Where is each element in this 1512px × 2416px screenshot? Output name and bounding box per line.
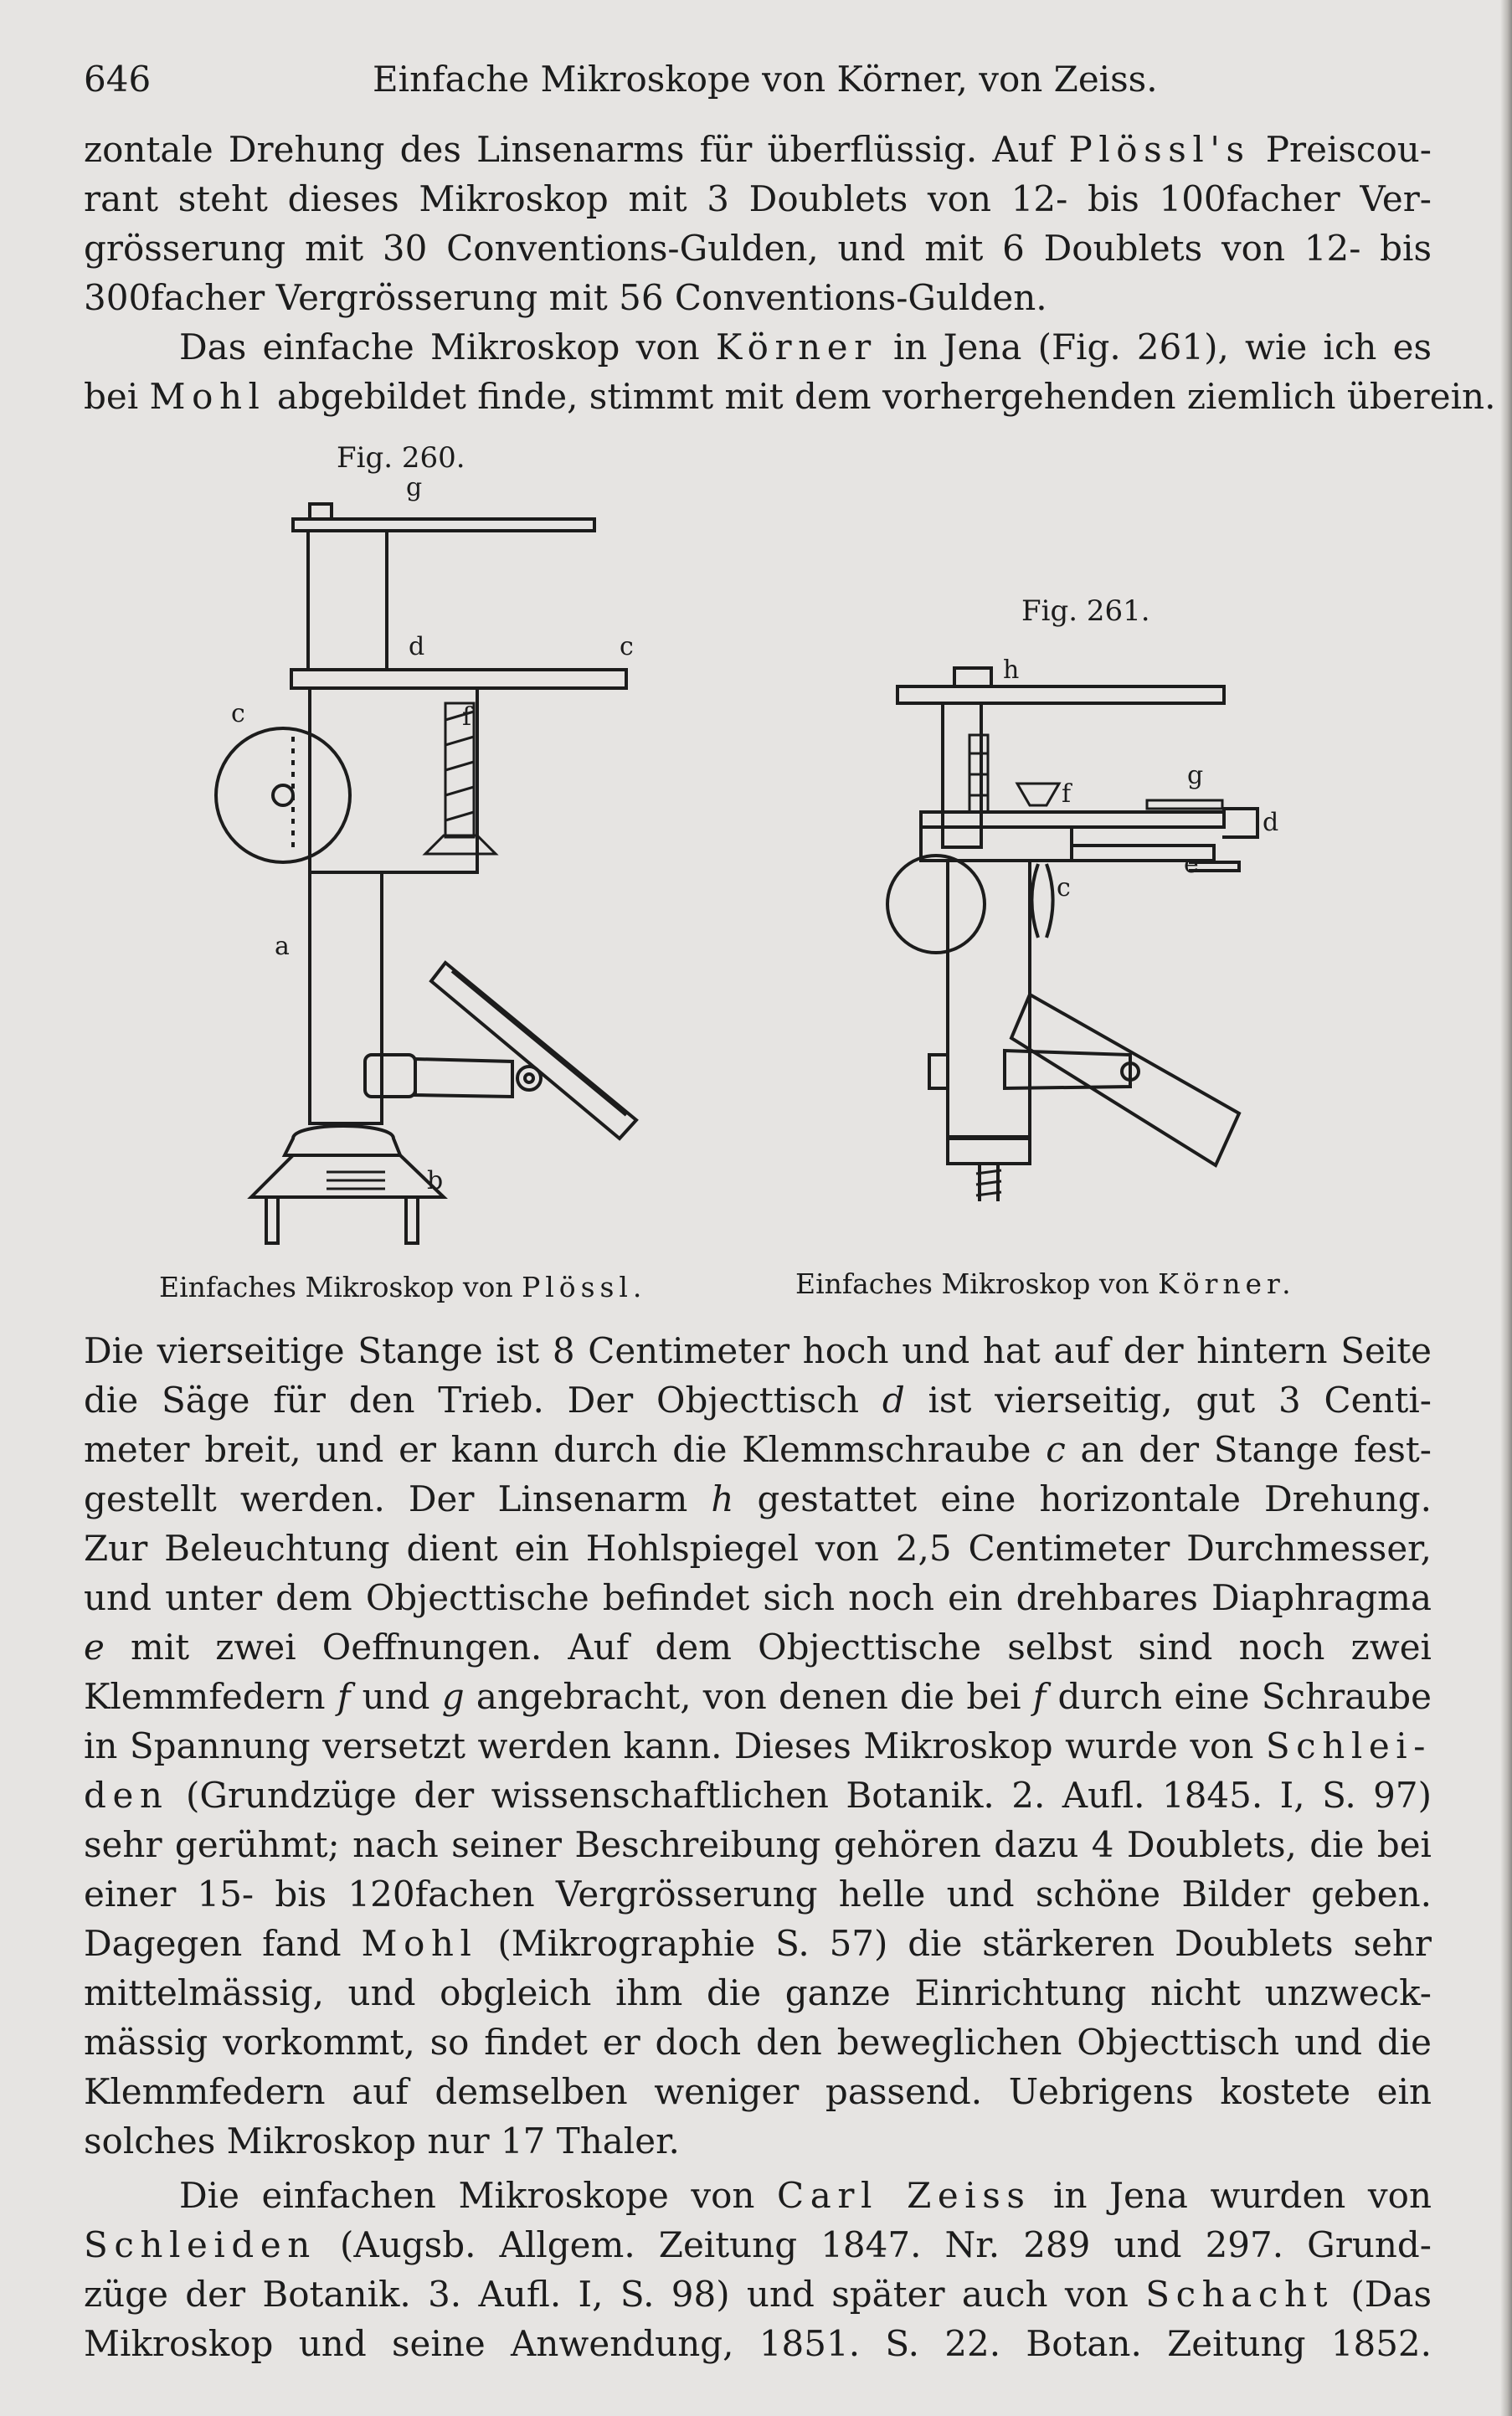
figure-261-drawing (871, 645, 1323, 1247)
text-line: solches Mikroskop nur 17 Thaler. (84, 2120, 680, 2162)
text-line: meter breit, und er kann durch die Klemmschraube c an der Stange fest- (84, 1429, 1432, 1470)
fig260-letter-b: b (427, 1166, 444, 1195)
text-line: in Spannung versetzt werden kann. Dieses Mikroskop wurde von Schlei- (84, 1725, 1432, 1766)
fig261-letter-h: h (1003, 655, 1020, 685)
text-line: mittelmässig, und obgleich ihm die ganze Einrichtung nicht unzweck- (84, 1972, 1432, 2013)
fig261-letter-e: e (1184, 850, 1199, 879)
text-line: Zur Beleuchtung dient ein Hohlspiegel von 2,5 Centimeter Durchmesser, (84, 1528, 1432, 1569)
text-line: e mit zwei Oeffnungen. Auf dem Objecttische selbst sind noch zwei (84, 1627, 1432, 1668)
fig260-letter-c-left: c (231, 699, 245, 728)
text-line: Klemmfedern f und g angebracht, von denen die bei f durch eine Schraube (84, 1676, 1432, 1717)
text-line: Klemmfedern auf demselben weniger passend. Uebrigens kostete ein (84, 2071, 1432, 2112)
page-number: 646 (84, 59, 152, 100)
running-header (84, 59, 1423, 100)
figure-260 (201, 469, 653, 1272)
text-line: Schleiden (Augsb. Allgem. Zeitung 1847. Nr. 289 und 297. Grund- (84, 2224, 1432, 2265)
text-line: züge der Botanik. 3. Aufl. I, S. 98) und später auch von Schacht (Das (84, 2274, 1432, 2315)
figure-261 (871, 645, 1323, 1247)
text-line: zontale Drehung des Linsenarms für überflüssig. Auf Plössl's Preiscou- (84, 129, 1432, 170)
text-line: und unter dem Objecttische befindet sich noch ein drehbares Diaphragma (84, 1577, 1432, 1618)
text-line: gestellt werden. Der Linsenarm h gestattet eine horizontale Drehung. (84, 1478, 1432, 1519)
fig261-letter-c: c (1057, 873, 1071, 902)
text-line: mässig vorkommt, so findet er doch den beweglichen Objecttisch und die (84, 2022, 1432, 2063)
text-line: einer 15- bis 120fachen Vergrösserung helle und schöne Bilder geben. (84, 1874, 1432, 1915)
running-title: Einfache Mikroskope von Körner, von Zeiss. (373, 59, 1158, 100)
fig-261-label: Fig. 261. (1021, 594, 1150, 628)
text-line: Die einfachen Mikroskope von Carl Zeiss in Jena wurden von (179, 2175, 1432, 2216)
fig260-letter-d: d (409, 632, 425, 661)
fig-261-caption: Einfaches Mikroskop von Körner. (795, 1267, 1296, 1300)
fig261-letter-d: d (1263, 808, 1279, 837)
text-line: den (Grundzüge der wissenschaftlichen Botanik. 2. Aufl. 1845. I, S. 97) (84, 1775, 1432, 1816)
text-line: Das einfache Mikroskop von Körner in Jena (Fig. 261), wie ich es (179, 326, 1432, 368)
figure-260-drawing (201, 469, 653, 1272)
text-line: Dagegen fand Mohl (Mikrographie S. 57) die stärkeren Doublets sehr (84, 1923, 1432, 1964)
fig-260-label: Fig. 260. (337, 441, 465, 475)
text-line: bei Mohl abgebildet finde, stimmt mit dem vorhergehenden ziemlich überein. (84, 376, 1496, 417)
text-line: sehr gerühmt; nach seiner Beschreibung gehören dazu 4 Doublets, die bei (84, 1824, 1432, 1865)
fig260-letter-a: a (275, 932, 290, 961)
text-line: Die vierseitige Stange ist 8 Centimeter hoch und hat auf der hintern Seite (84, 1330, 1432, 1371)
fig261-letter-g: g (1187, 761, 1204, 790)
text-line: 300facher Vergrösserung mit 56 Conventions-Gulden. (84, 277, 1047, 318)
fig260-letter-f: f (462, 702, 472, 732)
fig260-letter-g: g (406, 473, 423, 502)
fig-260-caption: Einfaches Mikroskop von Plössl. (159, 1271, 647, 1303)
text-line: grösserung mit 30 Conventions-Gulden, und mit 6 Doublets von 12- bis (84, 228, 1432, 269)
text-line: rant steht dieses Mikroskop mit 3 Doublets von 12- bis 100facher Ver- (84, 178, 1432, 219)
fig260-letter-c-right: c (620, 632, 634, 661)
text-line: Mikroskop und seine Anwendung, 1851. S. 22. Botan. Zeitung 1852. (84, 2323, 1432, 2364)
page-edge (1500, 0, 1512, 2416)
text-line: die Säge für den Trieb. Der Objecttisch d ist vierseitig, gut 3 Centi- (84, 1380, 1432, 1421)
fig261-letter-f: f (1062, 779, 1072, 809)
